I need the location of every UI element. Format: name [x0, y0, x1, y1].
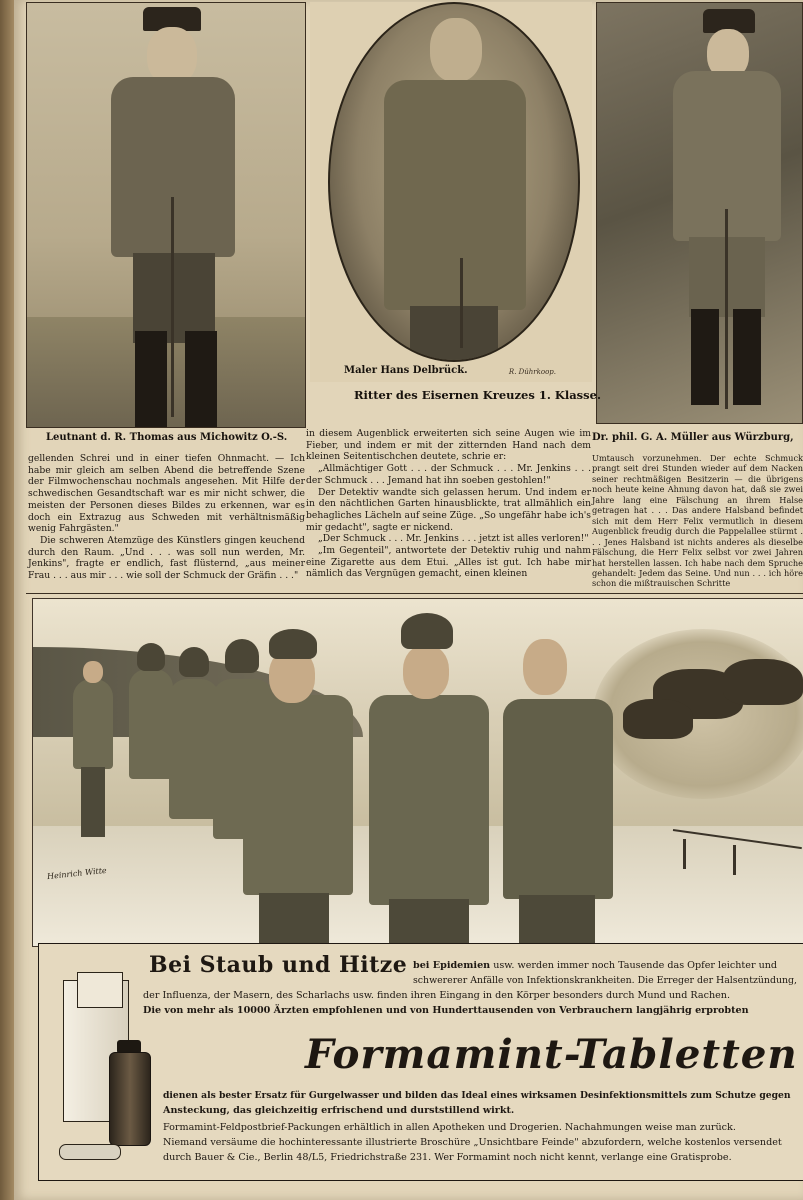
formamint-advertisement: [38, 943, 803, 1181]
magazine-page: [14, 0, 803, 1200]
ad-text-line: Formamint-Feldpostbrief-Packungen erhältlich in allen Apotheken und Drogerien. Nachahmungen weise man zurück.: [163, 1122, 736, 1133]
binding-edge: [0, 0, 14, 1200]
story-paragraph: „Im Gegenteil", antwortete der Detektiv ruhig und nahm eine Zigarette aus dem Etui. „Alles ist gut. Ich habe mir nämlich das Vergnügen gemacht, einen kleinen: [306, 545, 591, 580]
ad-headline: Bei Staub und Hitze: [149, 952, 408, 978]
ad-text-line: schwererer Anfälle von Infektionskrankheiten. Die Erreger der Halsentzündung,: [413, 975, 798, 986]
ad-text-line: Niemand versäume die hochinteressante illustrierte Broschüre „Unsichtbare Feinde" abzufordern, welche kostenlos versendet: [163, 1137, 782, 1148]
ad-text-line: Ansteckung, das gleichzeitig erfrischend und durststillend wirkt.: [163, 1105, 515, 1116]
section-divider: [26, 593, 803, 594]
ad-text-line: [413, 960, 777, 971]
story-paragraph: in diesem Augenblick erweiterten sich seine Augen wie im Fieber, und indem er mit der zitternden Hand nach dem kleinen Seitentischchen deutete, schrie er:: [306, 428, 591, 463]
ad-text-line: Die von mehr als 10000 Ärzten empfohlenen und von Hunderttausenden von Verbrauchern langjährig erprobten: [143, 1005, 749, 1016]
caption-thomas: Leutnant d. R. Thomas aus Michowitz O.-S.: [46, 432, 288, 443]
story-paragraph: gellenden Schrei und in einer tiefen Ohnmacht. — Ich habe mir gleich am selben Abend die betreffende Szene der Filmwochenschau nochmals angesehen. Mit Hilfe der schwedischen Gesandtschaft war es mir nicht schwer, die meisten der Personen dieses Bildes zu erkennen, war es doch ein Extrazug aus Schweden mit verhältnismäßig wenig Fahrgästen.": [28, 453, 305, 535]
portrait-photo-delbrueck: [310, 2, 592, 382]
story-paragraph: Der Detektiv wandte sich gelassen herum. Und indem er in den nächtlichen Garten hinausblickte, trat allmählich ein behagliches Lächeln auf seine Züge. „So ungefähr habe ich's mir gedacht", sagte er nickend.: [306, 486, 591, 533]
story-paragraph: „Der Schmuck . . . Mr. Jenkins . . . jetzt ist alles verloren!": [318, 533, 589, 545]
soldiers-illustration: [32, 598, 803, 947]
caption-mueller: Dr. phil. G. A. Müller aus Würzburg,: [592, 432, 794, 443]
photo-credit: R. Dührkoop.: [508, 368, 556, 376]
ad-text: usw. werden immer noch Tausende das Opfer leichter und: [490, 960, 778, 971]
story-paragraph: Umtausch vorzunehmen. Der echte Schmuck prangt seit drei Stunden wieder auf dem Nacken seiner rechtmäßigen Besitzerin — die übrigens noch heute keine Ahnung davon hat, daß sie zwei Jahre lang eine Fälschung an ihrem Halse getragen hat . . . Das andere Halsband befindet sich mit dem Herr Felix vermutlich in diesem Augenblick freudig durch die Pappelallee stürmt . . . Jenes Halsband ist nichts anderes als dieselbe Fälschung, die Herr Felix selbst vor zwei Jahren hat herstellen lassen. Ich habe nach dem Spruche gehandelt: Jedem das Seine. Und nun . . . ich höre schon die mißtrauischen Schritte: [592, 453, 803, 589]
story-column-1: [28, 453, 305, 582]
brand-name: Formamint-Tabletten: [305, 1030, 798, 1078]
product-package-illustration: [49, 972, 159, 1172]
ad-text-line: der Influenza, der Masern, des Scharlachs usw. finden ihren Eingang in den Körper besonders durch Mund und Rachen.: [143, 990, 731, 1001]
iron-cross-heading: Ritter des Eisernen Kreuzes 1. Klasse.: [354, 388, 601, 402]
story-column-3: [592, 453, 803, 589]
portrait-photo-thomas: [26, 2, 306, 428]
portrait-photo-mueller: [596, 2, 803, 424]
ad-text-line: dienen als bester Ersatz für Gurgelwasser und bilden das Ideal eines wirksamen Desinfektionsmittels zum Schutze gegen: [163, 1090, 791, 1101]
story-column-2: [306, 428, 591, 580]
ad-text-line: durch Bauer & Cie., Berlin 48/L5, Friedrichstraße 231. Wer Formamint noch nicht kennt, verlange eine Gratisprobe.: [163, 1152, 732, 1163]
story-paragraph: Die schweren Atemzüge des Künstlers gingen keuchend durch den Raum. „Und . . . was soll nun werden, Mr. Jenkins", fragte er endlich, fast flüsternd, „aus meiner Frau . . . aus mir . . . wie soll der Schmuck der Gräfin . . .": [28, 534, 305, 582]
caption-delbrueck: Maler Hans Delbrück.: [344, 365, 468, 376]
ad-emphasis: bei Epidemien: [413, 960, 491, 971]
artist-signature: Heinrich Witte: [46, 865, 108, 882]
story-paragraph: „Allmächtiger Gott . . . der Schmuck . . . Mr. Jenkins . . . der Schmuck . . . Jemand hat ihn soeben gestohlen!": [306, 463, 591, 486]
